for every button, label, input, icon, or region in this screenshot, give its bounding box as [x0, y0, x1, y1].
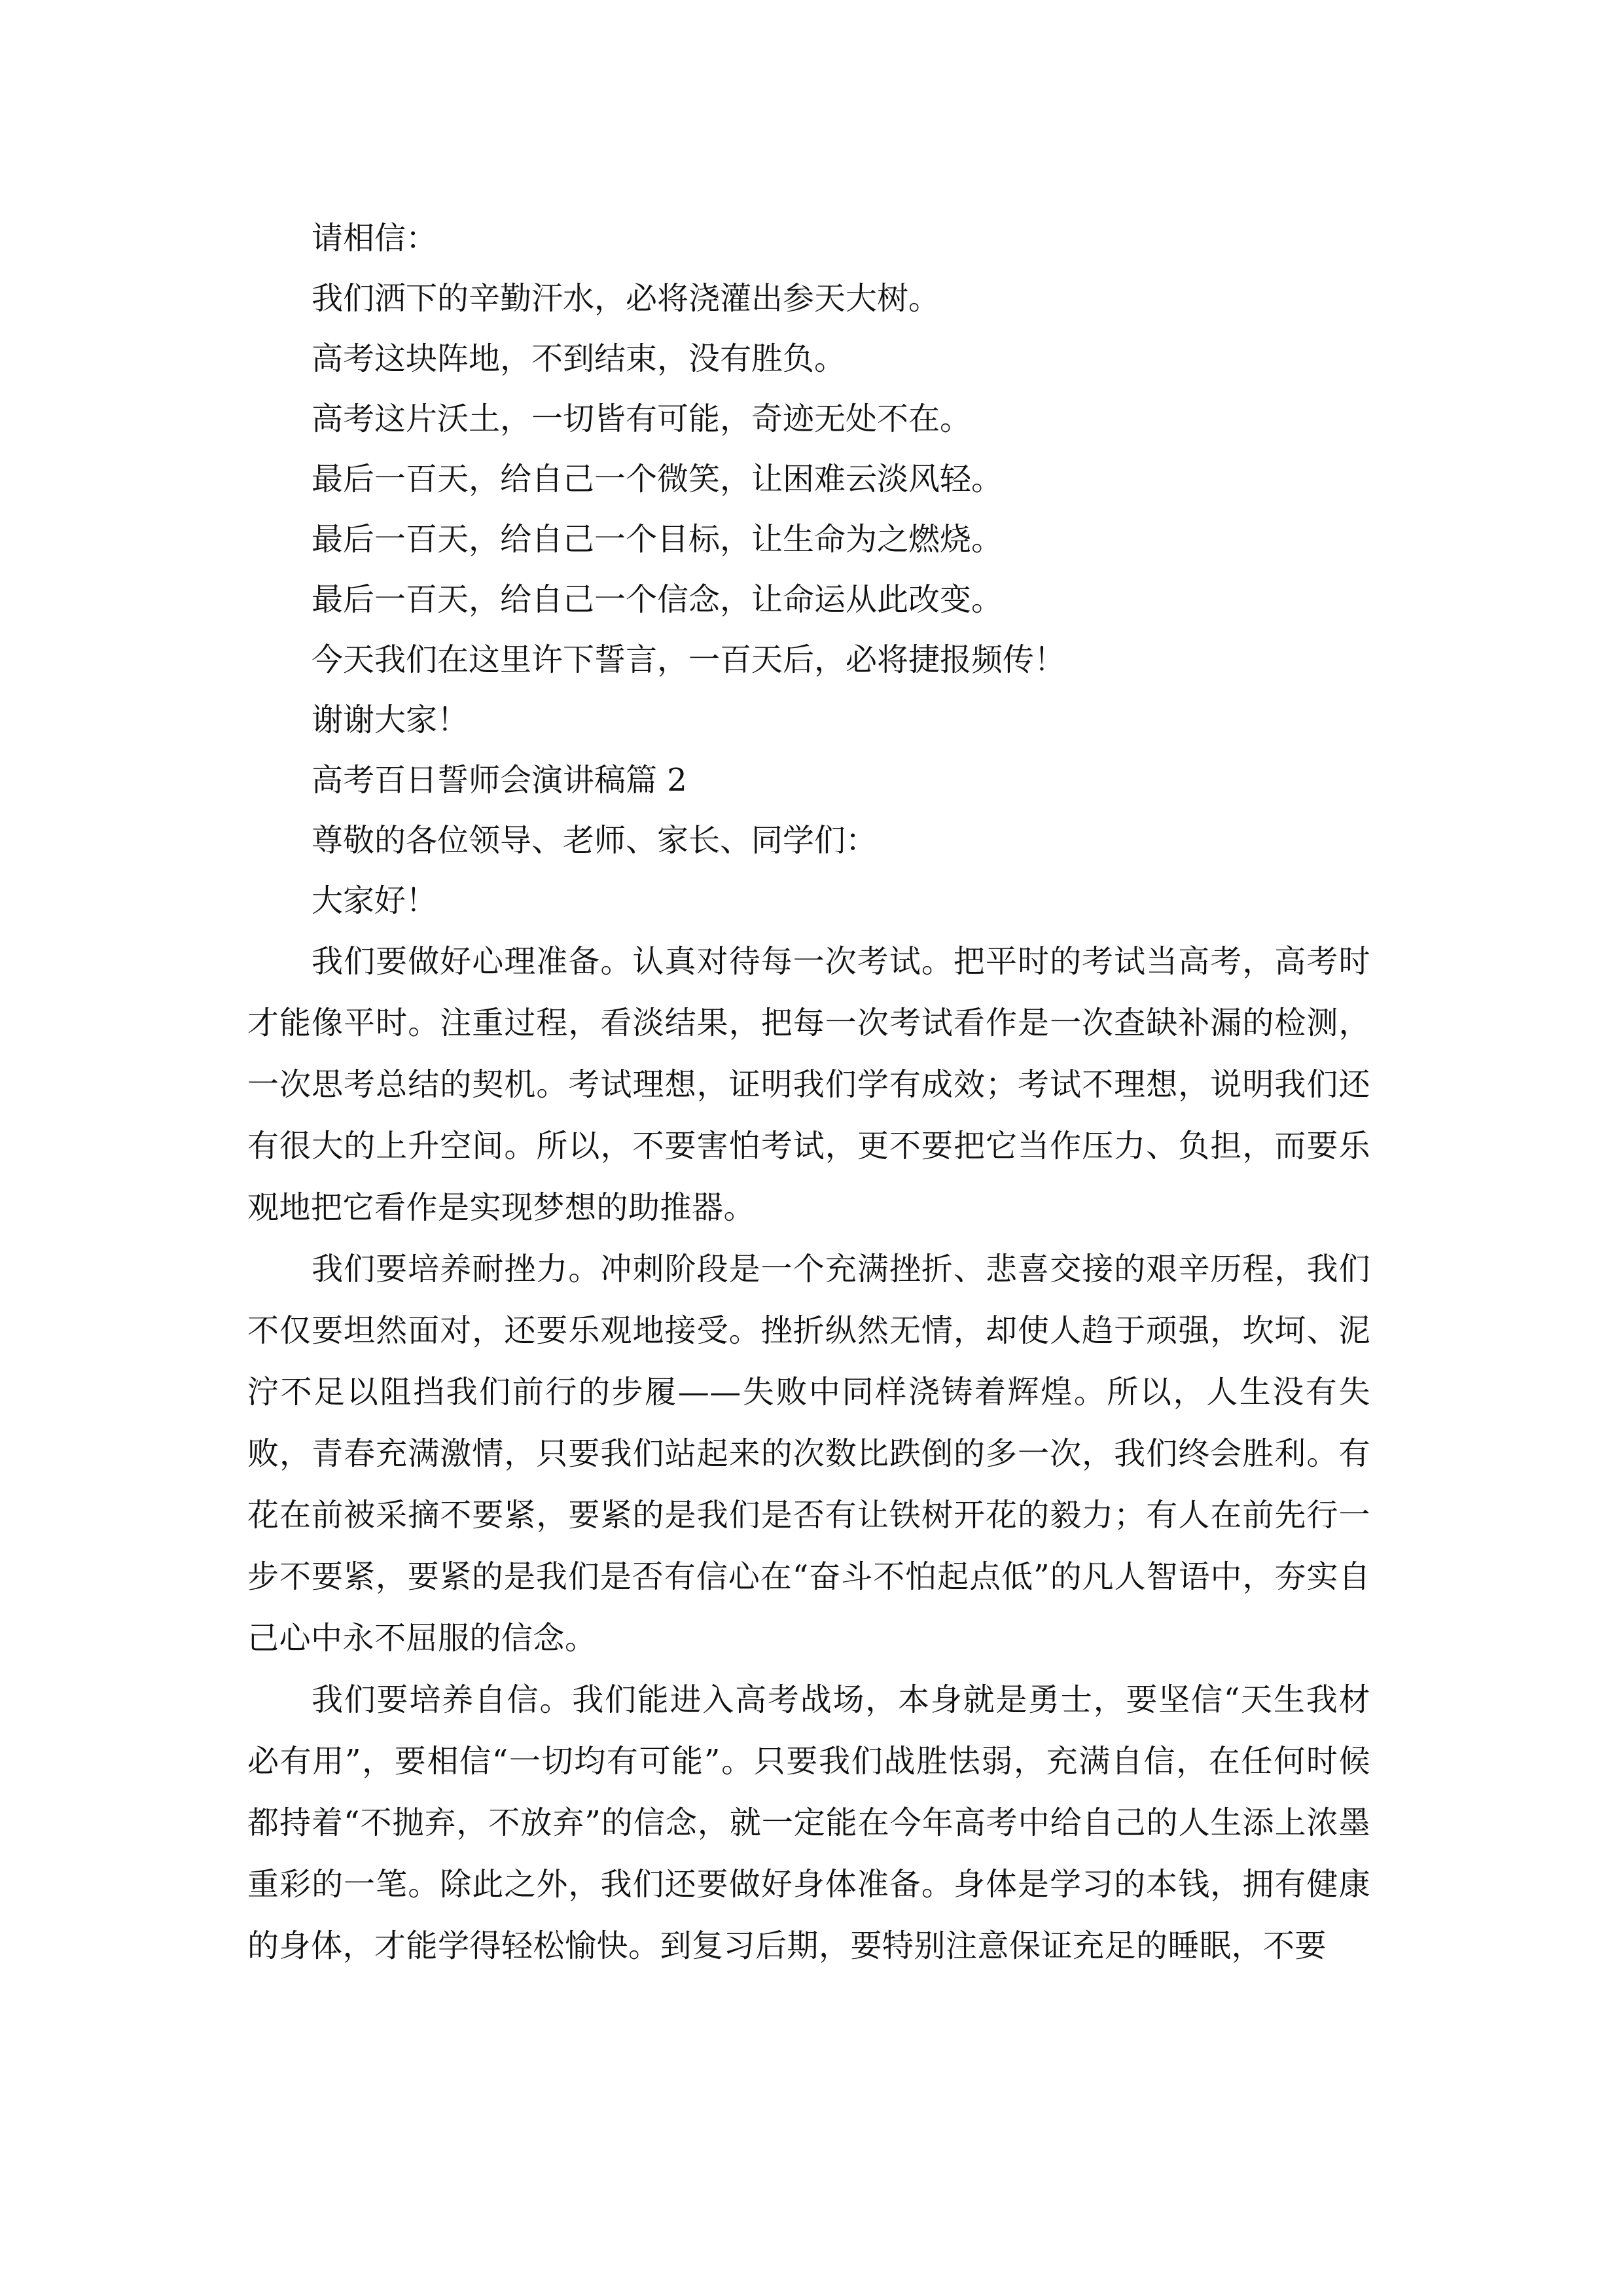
- text-line-battlefield: 高考这块阵地，不到结束，没有胜负。: [312, 340, 846, 377]
- text-line-oath: 今天我们在这里许下誓言，一百天后，必将捷报频传！: [312, 641, 1066, 678]
- text-line-smile: 最后一百天，给自己一个微笑，让困难云淡风轻。: [312, 461, 1003, 497]
- text-line-believe: 请相信：: [312, 220, 438, 257]
- paragraph-confidence: 我们要培养自信。我们能进入高考战场，本身就是勇士，要坚信“天生我材必有用”，要相信“一切均有可能”。只要我们战胜怯弱，充满自信，在任何时候都持着“不抛弃，不放弃”的信念，就一定能在今年高考中给自己的人生添上浓墨重彩的一笔。除此之外，我们还要做好身体准备。身体是学习的本钱，拥有健康的身体，才能学得轻松愉快。到复习后期，要特别注意保证充足的睡眠，不要: [247, 1681, 1370, 1964]
- text-line-faith: 最后一百天，给自己一个信念，让命运从此改变。: [312, 581, 1003, 618]
- section-title: 高考百日誓师会演讲稿篇 2: [312, 762, 687, 798]
- text-line-sweat: 我们洒下的辛勤汗水，必将浇灌出参天大树。: [312, 280, 940, 317]
- text-line-thanks: 谢谢大家！: [312, 702, 469, 738]
- paragraph-mental-preparation: 我们要做好心理准备。认真对待每一次考试。把平时的考试当高考，高考时才能像平时。注重过程，看淡结果，把每一次考试看作是一次查缺补漏的检测，一次思考总结的契机。考试理想，证明我们学有成效；考试不理想，说明我们还有很大的上升空间。所以，不要害怕考试，更不要把它当作压力、负担，而要乐观地把它看作是实现梦想的助推器。: [247, 943, 1370, 1226]
- paragraph-resilience: 我们要培养耐挫力。冲刺阶段是一个充满挫折、悲喜交接的艰辛历程，我们不仅要坦然面对，还要乐观地接受。挫折纵然无情，却使人趋于顽强，坎坷、泥泞不足以阻挡我们前行的步履——失败中同样浇铸着辉煌。所以，人生没有失败，青春充满激情，只要我们站起来的次数比跌倒的多一次，我们终会胜利。有花在前被采摘不要紧，要紧的是我们是否有让铁树开花的毅力；有人在前先行一步不要紧，要紧的是我们是否有信心在“奋斗不怕起点低”的凡人智语中，夯实自己心中永不屈服的信念。: [247, 1251, 1370, 1657]
- document-page: [247, 208, 1370, 1977]
- text-line-goal: 最后一百天，给自己一个目标，让生命为之燃烧。: [312, 521, 1003, 558]
- salutation: 尊敬的各位领导、老师、家长、同学们：: [312, 822, 878, 859]
- text-line-fertile-soil: 高考这片沃土，一切皆有可能，奇迹无处不在。: [312, 401, 972, 437]
- greeting: 大家好！: [312, 882, 438, 919]
